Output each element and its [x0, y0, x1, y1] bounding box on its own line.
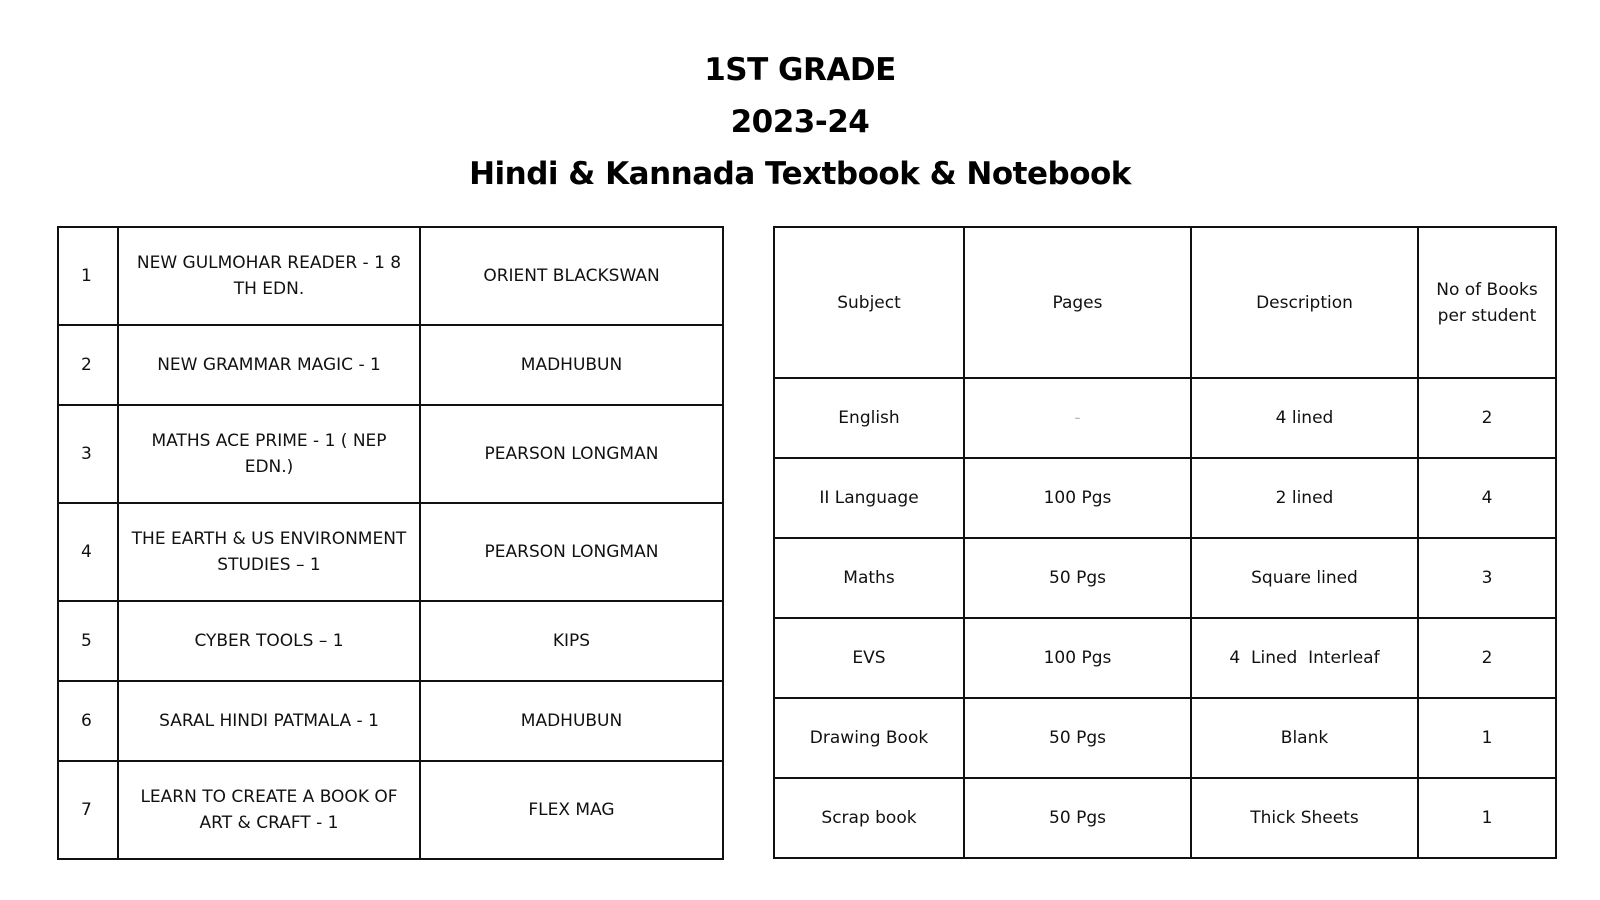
count-cell: 3: [1418, 538, 1556, 618]
description-cell: Thick Sheets: [1191, 778, 1418, 858]
table-header-row: [774, 227, 1556, 378]
count-cell: 1: [1418, 778, 1556, 858]
description-cell: 2 lined: [1191, 458, 1418, 538]
description-cell: 4 lined: [1191, 378, 1418, 458]
grade-title: 1ST GRADE: [704, 52, 896, 88]
table-row: [774, 538, 1556, 618]
book-title: CYBER TOOLS – 1: [118, 601, 420, 681]
book-number: 6: [58, 681, 118, 761]
subject-cell: Maths: [774, 538, 964, 618]
book-publisher: PEARSON LONGMAN: [420, 405, 723, 503]
book-publisher: KIPS: [420, 601, 723, 681]
column-header: Subject: [774, 227, 964, 378]
table-row: [774, 778, 1556, 858]
subject-cell: II Language: [774, 458, 964, 538]
description-cell: Blank: [1191, 698, 1418, 778]
subject-cell: EVS: [774, 618, 964, 698]
book-number: 3: [58, 405, 118, 503]
description-cell: 4 Lined Interleaf: [1191, 618, 1418, 698]
book-title: NEW GULMOHAR READER - 1 8 TH EDN.: [118, 227, 420, 325]
book-number: 5: [58, 601, 118, 681]
book-title: LEARN TO CREATE A BOOK OF ART & CRAFT - 1: [118, 761, 420, 859]
table-row: [58, 601, 723, 681]
column-header: Description: [1191, 227, 1418, 378]
pages-cell: -: [964, 378, 1191, 458]
book-title: THE EARTH & US ENVIRONMENT STUDIES – 1: [118, 503, 420, 601]
book-publisher: PEARSON LONGMAN: [420, 503, 723, 601]
book-title: NEW GRAMMAR MAGIC - 1: [118, 325, 420, 405]
book-publisher: FLEX MAG: [420, 761, 723, 859]
textbook-table: [57, 226, 724, 860]
table-row: [774, 378, 1556, 458]
column-header: Pages: [964, 227, 1191, 378]
pages-cell: 50 Pgs: [964, 778, 1191, 858]
pages-cell: 100 Pgs: [964, 458, 1191, 538]
book-publisher: MADHUBUN: [420, 325, 723, 405]
table-row: [58, 761, 723, 859]
book-publisher: MADHUBUN: [420, 681, 723, 761]
subject-cell: English: [774, 378, 964, 458]
description-cell: Square lined: [1191, 538, 1418, 618]
book-title: SARAL HINDI PATMALA - 1: [118, 681, 420, 761]
book-number: 7: [58, 761, 118, 859]
pages-cell: 50 Pgs: [964, 698, 1191, 778]
table-row: [774, 618, 1556, 698]
pages-cell: 50 Pgs: [964, 538, 1191, 618]
book-number: 1: [58, 227, 118, 325]
table-row: [774, 458, 1556, 538]
count-cell: 4: [1418, 458, 1556, 538]
subtitle: Hindi & Kannada Textbook & Notebook: [469, 156, 1131, 192]
table-row: [58, 227, 723, 325]
book-publisher: ORIENT BLACKSWAN: [420, 227, 723, 325]
page-header: [0, 44, 1600, 200]
book-number: 4: [58, 503, 118, 601]
table-row: [774, 698, 1556, 778]
count-cell: 2: [1418, 378, 1556, 458]
column-header: No of Books per student: [1418, 227, 1556, 378]
table-row: [58, 405, 723, 503]
pages-cell: 100 Pgs: [964, 618, 1191, 698]
subject-cell: Scrap book: [774, 778, 964, 858]
table-row: [58, 503, 723, 601]
notebook-table: [773, 226, 1557, 859]
subject-cell: Drawing Book: [774, 698, 964, 778]
count-cell: 2: [1418, 618, 1556, 698]
table-row: [58, 681, 723, 761]
count-cell: 1: [1418, 698, 1556, 778]
book-number: 2: [58, 325, 118, 405]
year-title: 2023-24: [730, 104, 870, 140]
table-row: [58, 325, 723, 405]
book-title: MATHS ACE PRIME - 1 ( NEP EDN.): [118, 405, 420, 503]
